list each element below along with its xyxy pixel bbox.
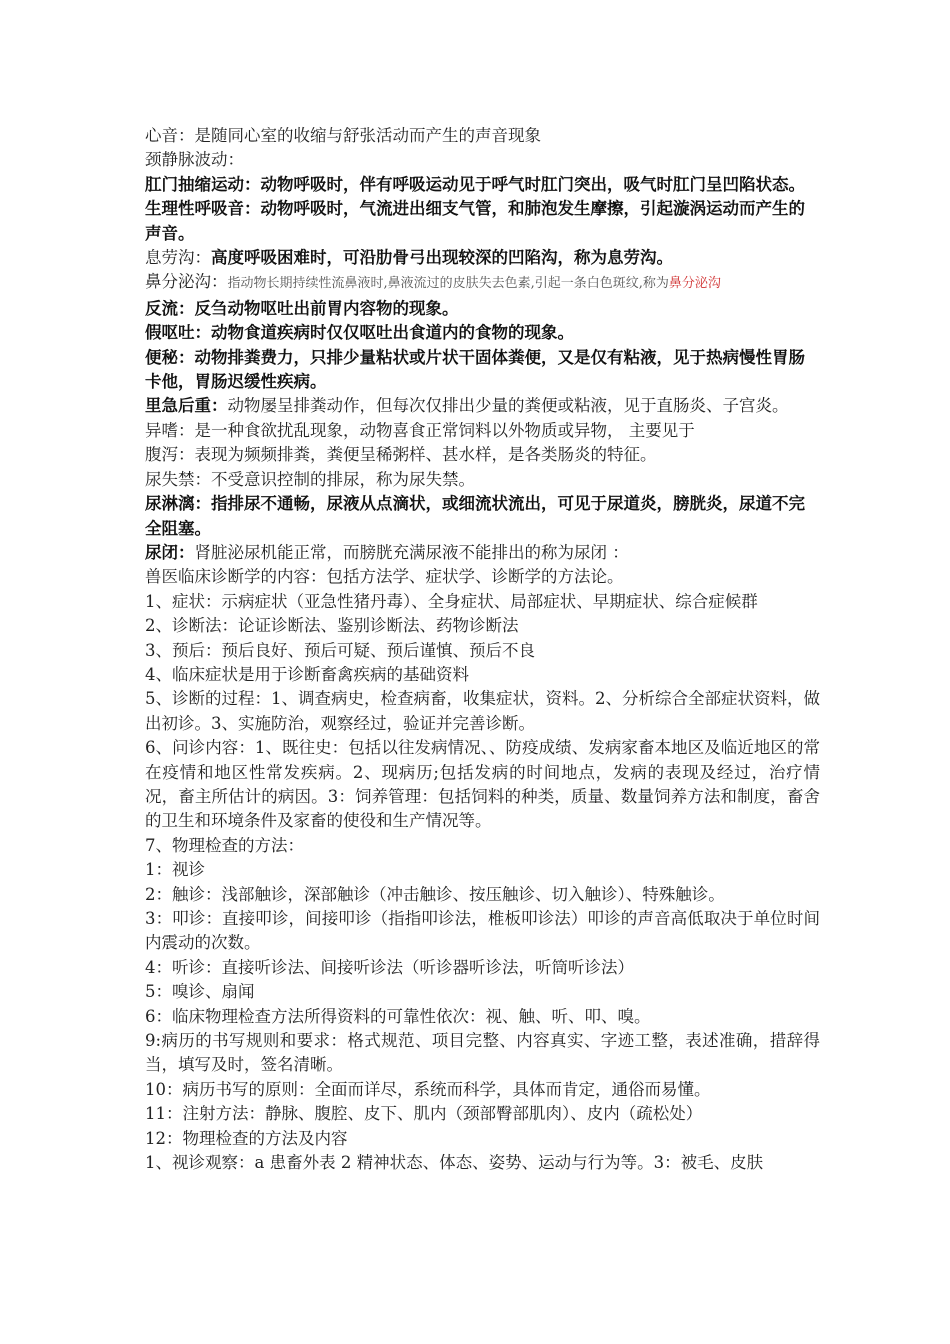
text-line: 6：临床物理检查方法所得资料的可靠性依次：视、触、听、叩、嗅。 [145, 1006, 651, 1026]
text-line [145, 394, 820, 418]
text-line: 11：注射方法：静脉、腹腔、皮下、肌内（颈部臀部肌肉）、皮内（疏松处） [145, 1104, 703, 1124]
highlight-term: 鼻分泌沟 [668, 276, 721, 292]
definition: 高度呼吸困难时，可沿肋骨弓出现较深的凹陷沟，称为息劳沟。 [211, 248, 673, 268]
text-line: 生理性呼吸音：动物呼吸时，气流进出细支气管，和肺泡发生摩擦，引起漩涡运动而产生的声音。 [145, 199, 805, 243]
term: 里急后重： [145, 396, 228, 416]
text-line: 便秘：动物排粪费力，只排少量粘状或片状干固体粪便，又是仅有粘液，见于热病慢性胃肠卡他，胃肠迟缓性疾病。 [145, 347, 805, 392]
text-line: 2、诊断法：论证诊断法、鉴别诊断法、药物诊断法 [145, 616, 519, 636]
text-line: 1、视诊观察：a 患畜外表 2 精神状态、体态、姿势、运动与行为等。3：被毛、皮肤 [145, 1153, 764, 1173]
term: 尿闭： [145, 542, 195, 562]
text-line [145, 541, 820, 565]
text-line: 反流：反刍动物呕吐出前胃内容物的现象。 [145, 298, 459, 318]
term: 鼻分泌沟： [145, 272, 228, 292]
text-line: 1、症状：示病症状（亚急性猪丹毒）、全身症状、局部症状、早期症状、综合症候群 [145, 591, 758, 611]
text-line: 异嗜：是一种食欲扰乱现象，动物喜食正常饲料以外物质或异物， 主要见于 [145, 420, 695, 440]
text-line: 4：听诊：直接听诊法、间接听诊法（听诊器听诊法，听筒听诊法） [145, 957, 634, 977]
text-line: 兽医临床诊断学的内容：包括方法学、症状学、诊断学的方法论。 [145, 567, 624, 587]
text-line: 心音：是随同心室的收缩与舒张活动而产生的声音现象 [145, 126, 541, 145]
definition: 指动物长期持续性流鼻液时,鼻液流过的皮肤失去色素,引起一条白色斑纹,称为 [227, 276, 669, 292]
text-line: 尿失禁：不受意识控制的排尿，称为尿失禁。 [145, 469, 475, 489]
text-line: 颈静脉波动： [145, 150, 244, 170]
text-line: 3、预后：预后良好、预后可疑、预后谨慎、预后不良 [145, 640, 535, 660]
text-line: 6、问诊内容：1、既往史：包括以往发病情况、、防疫成绩、发病家畜本地区及临近地区的常在疫情和地区性常发疾病。2、现病历;包括发病的时间地点，发病的表现及经过，治疗情况，畜主所估计的病因。3：饲养管理：包括饲料的种类，质量、数量饲养方法和制度，畜舍的卫生和环境条件及家畜的使役和生产情况等。 [145, 738, 820, 831]
text-line: 3：叩诊：直接叩诊，间接叩诊（指指叩诊法，椎板叩诊法）叩诊的声音高低取决于单位时间内震动的次数。 [145, 909, 820, 953]
text-line [145, 270, 820, 296]
text-line: 腹泻：表现为频频排粪，粪便呈稀粥样、甚水样，是各类肠炎的特征。 [145, 445, 657, 465]
document-page [145, 124, 820, 1175]
text-line: 12：物理检查的方法及内容 [145, 1128, 348, 1148]
text-line: 尿淋漓：指排尿不通畅，尿液从点滴状，或细流状流出，可见于尿道炎，膀胱炎，尿道不完全阻塞。 [145, 494, 805, 538]
text-line: 7、物理检查的方法： [145, 835, 304, 855]
text-line: 假呕吐：动物食道疾病时仅仅呕吐出食道内的食物的现象。 [145, 323, 574, 343]
text-line: 9:病历的书写规则和要求：格式规范、项目完整、内容真实、字迹工整，表述准确，措辞得当，填写及时，签名清晰。 [145, 1031, 820, 1075]
text-line: 肛门抽缩运动：动物呼吸时，伴有呼吸运动见于呼气时肛门突出，吸气时肛门呈凹陷状态。 [145, 174, 805, 194]
definition: 肾脏泌尿机能正常，而膀胱充满尿液不能排出的称为尿闭 ： [194, 542, 629, 562]
text-line: 5、诊断的过程：1、调查病史，检查病畜，收集症状，资料。2、分析综合全部症状资料，做出初诊。3、实施防治，观察经过，验证并完善诊断。 [145, 689, 820, 733]
text-line: 1：视诊 [145, 860, 205, 880]
text-line: 4、临床症状是用于诊断畜禽疾病的基础资料 [145, 664, 469, 684]
text-line: 5：嗅诊、扇闻 [145, 982, 255, 1002]
term: 息劳沟： [145, 248, 211, 268]
text-line [145, 246, 820, 270]
text-line: 10：病历书写的原则：全面而详尽，系统而科学，具体而肯定，通俗而易懂。 [145, 1079, 711, 1099]
text-line: 2：触诊：浅部触诊，深部触诊（冲击触诊、按压触诊、切入触诊）、特殊触诊。 [145, 884, 725, 904]
definition: 动物屡呈排粪动作，但每次仅排出少量的粪便或粘液，见于直肠炎、子宫炎。 [227, 396, 789, 416]
